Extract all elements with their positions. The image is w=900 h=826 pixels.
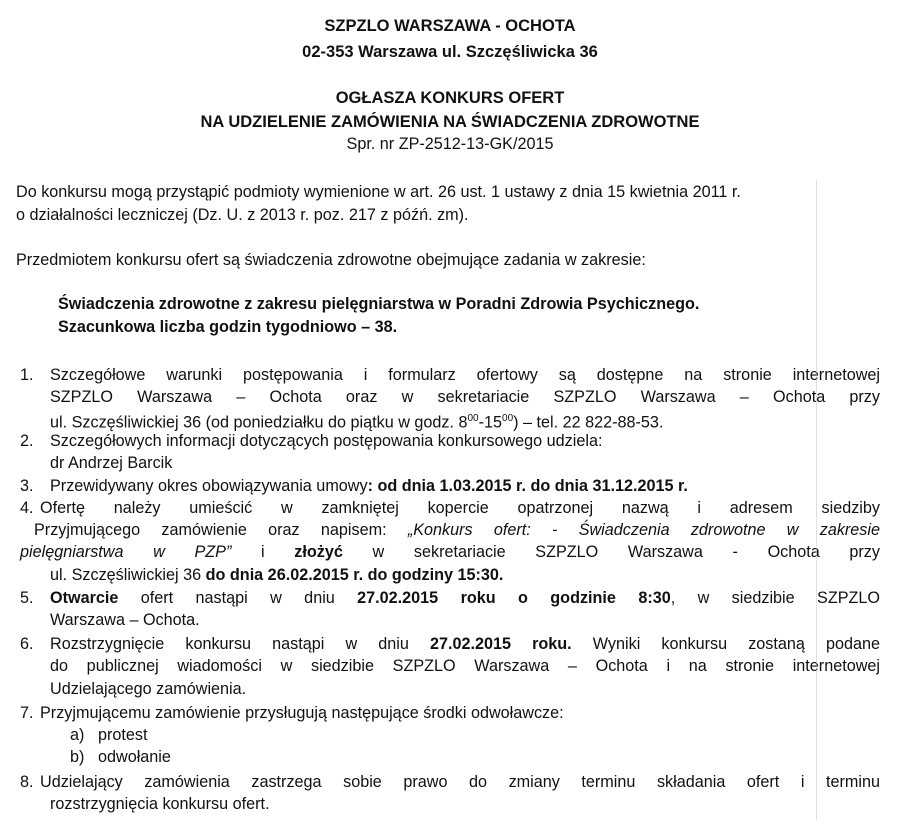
item-number: 2. (20, 432, 34, 450)
item-number: 6. (20, 635, 34, 653)
item-4-quote: pielęgniarstwa w PZP” (20, 543, 232, 561)
superscript: 00 (467, 413, 479, 424)
item-4-quote: „Konkurs ofert: - Świadczenia zdrowotne w zakresie (407, 521, 881, 539)
reference-number: Spr. nr ZP-2512-13-GK/2015 (346, 135, 554, 153)
superscript: 00 (502, 413, 514, 424)
item-4-submit: złożyć (294, 543, 343, 561)
item-5-opening: Otwarcie (50, 589, 119, 607)
scope-line-1: Świadczenia zdrowotne z zakresu pielęgniarstwa w Poradni Zdrowia Psychicznego. (58, 295, 700, 313)
item-8-line-2: rozstrzygnięcia konkursu ofert. (50, 795, 270, 813)
sub-item-label: a) (70, 726, 85, 744)
sub-item-appeal: odwołanie (98, 748, 171, 766)
item-3-text: Przewidywany okres obowiązywania umowy (50, 477, 368, 495)
item-1-line-1: Szczegółowe warunki postępowania i formularz ofertowy są dostępne na stronie internetowej (50, 366, 880, 384)
item-6-date: 27.02.2015 roku. (429, 635, 572, 653)
org-name: SZPZLO WARSZAWA - OCHOTA (324, 17, 576, 35)
item-1-line-3 (50, 409, 663, 432)
item-4-text: i (231, 543, 295, 561)
item-4-deadline: do dnia 26.02.2015 r. do godziny 15:30. (205, 566, 504, 584)
item-1-line-2: SZPZLO Warszawa – Ochota oraz w sekretariacie SZPZLO Warszawa – Ochota przy (50, 388, 880, 406)
intro-line-2: o działalności leczniczej (Dz. U. z 2013 r. poz. 217 z późń. zm). (16, 206, 469, 224)
item-6-text: Wyniki konkursu zostaną podane (571, 635, 881, 653)
sub-item-protest: protest (98, 726, 148, 744)
item-6-text: Rozstrzygnięcie konkursu nastąpi w dniu (50, 635, 430, 653)
item-number: 4. (20, 499, 34, 517)
announce-subtitle: NA UDZIELENIE ZAMÓWIENIA NA ŚWIADCZENIA ZDROWOTNE (200, 113, 700, 131)
item-4-line-1: Ofertę należy umieścić w zamkniętej kopercie opatrzonej nazwą i adresem siedziby (40, 499, 880, 517)
sub-item-label: b) (70, 748, 85, 766)
item-6-line-3: Udzielającego zamówienia. (50, 680, 247, 698)
item-8-line-1: Udzielający zamówienia zastrzega sobie prawo do zmiany terminu składania ofert i terminu (40, 773, 880, 791)
item-5-line-1 (50, 588, 880, 608)
item-4-line-2 (34, 520, 880, 540)
item-4-line-4 (50, 565, 503, 585)
item-1-text: ) – tel. 22 822-88-53. (513, 413, 664, 432)
item-number: 8. (20, 773, 34, 791)
item-4-line-3 (20, 542, 880, 562)
item-number: 3. (20, 477, 34, 495)
item-4-text: Przyjmującego zamówienie oraz napisem: (34, 521, 408, 539)
item-4-text: w sekretariacie SZPZLO Warszawa - Ochota przy (342, 543, 880, 561)
org-address: 02-353 Warszawa ul. Szczęśliwicka 36 (302, 43, 598, 61)
item-1-text: -15 (478, 413, 503, 432)
item-number: 1. (20, 366, 34, 384)
item-1-text: ul. Szczęśliwickiej 36 (od poniedziałku do piątku w godz. 8 (50, 413, 468, 432)
item-7-line-1: Przyjmującemu zamówienie przysługują następujące środki odwoławcze: (40, 704, 564, 722)
item-5-date: 27.02.2015 roku o godzinie 8:30 (357, 589, 671, 607)
item-5-text: ofert nastąpi w dniu (118, 589, 358, 607)
item-5-line-2: Warszawa – Ochota. (50, 611, 200, 629)
item-6-line-1 (50, 634, 880, 654)
scope-line-2: Szacunkowa liczba godzin tygodniowo – 38. (58, 318, 398, 336)
item-6-line-2: do publicznej wiadomości w siedzibie SZPZLO Warszawa – Ochota i na stronie internetowej (50, 657, 880, 675)
item-3-line-1 (50, 476, 688, 496)
item-2-line-1: Szczegółowych informacji dotyczących postępowania konkursowego udziela: (50, 432, 603, 450)
item-4-text: ul. Szczęśliwickiej 36 (50, 566, 206, 584)
subject-line: Przedmiotem konkursu ofert są świadczenia zdrowotne obejmujące zadania w zakresie: (16, 251, 646, 269)
item-2-line-2: dr Andrzej Barcik (50, 454, 173, 472)
announce-title: OGŁASZA KONKURS OFERT (335, 89, 565, 107)
item-5-text: , w siedzibie SZPZLO (670, 589, 880, 607)
item-3-dates: : od dnia 1.03.2015 r. do dnia 31.12.2015 r. (367, 477, 688, 495)
item-number: 7. (20, 704, 34, 722)
item-number: 5. (20, 589, 34, 607)
intro-line-1: Do konkursu mogą przystąpić podmioty wymienione w art. 26 ust. 1 ustawy z dnia 15 kwietnia 2011 r. (16, 183, 741, 201)
scan-fold-line (816, 180, 817, 820)
